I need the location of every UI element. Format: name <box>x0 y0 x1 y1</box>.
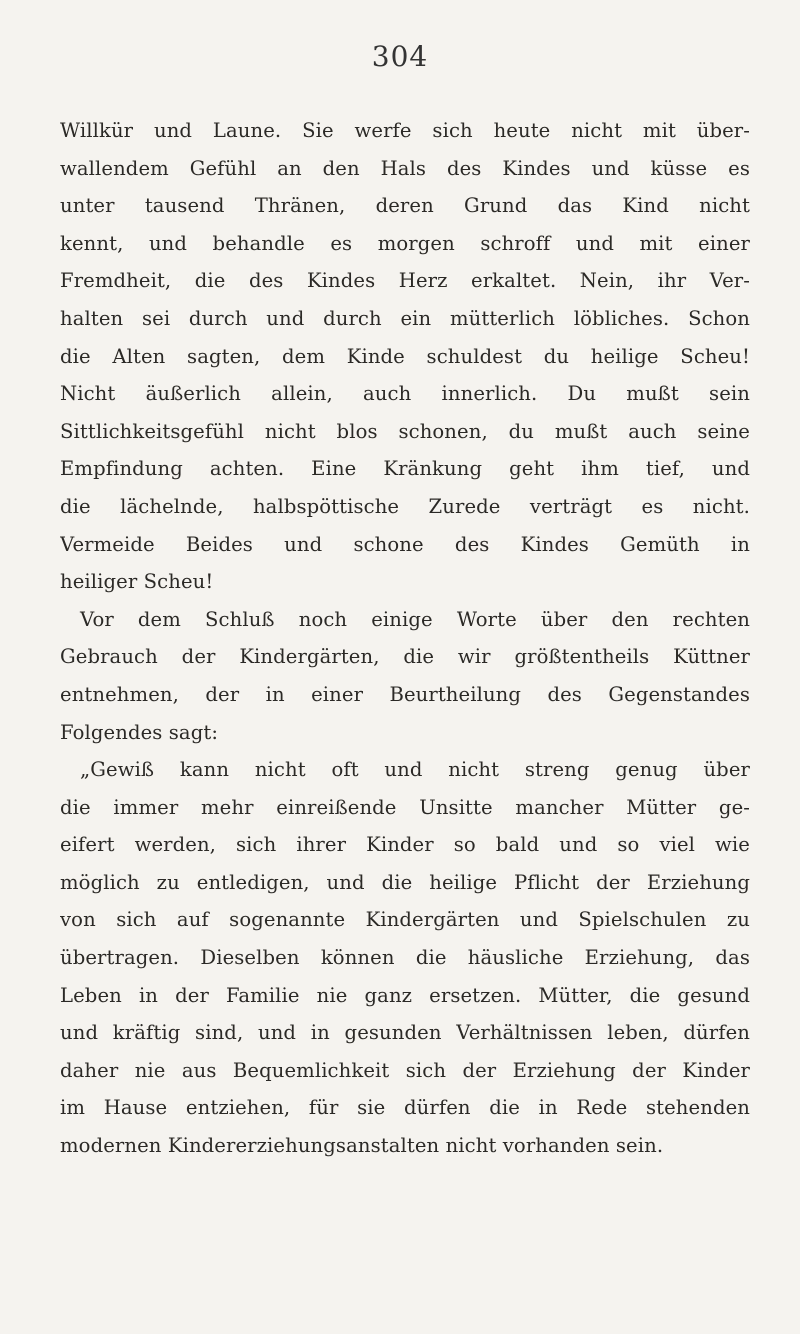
text-line: wallendem Gefühl an den Hals des Kindes und küsse es <box>60 156 750 180</box>
text-line: Empfindung achten. Eine Kränkung geht ihm tief, und <box>60 457 750 481</box>
text-line: kennt, und behandle es morgen schroff und mit einer <box>60 231 750 255</box>
body-text <box>60 112 750 1165</box>
text-line: Vermeide Beides und schone des Kindes Gemüth in <box>60 532 750 556</box>
page-number: 304 <box>371 40 429 73</box>
text-line: die immer mehr einreißende Unsitte mancher Mütter ge- <box>60 795 750 819</box>
text-line: die Alten sagten, dem Kinde schuldest du heilige Scheu! <box>60 344 750 368</box>
text-line: von sich auf sogenannte Kindergärten und Spielschulen zu <box>60 908 750 932</box>
text-line: Willkür und Laune. Sie werfe sich heute nicht mit über- <box>60 119 750 142</box>
text-line: Leben in der Familie nie ganz ersetzen. Mütter, die gesund <box>60 983 750 1007</box>
text-line: entnehmen, der in einer Beurtheilung des Gegenstandes <box>60 682 750 706</box>
text-line: eifert werden, sich ihrer Kinder so bald und so viel wie <box>60 833 750 857</box>
text-line: Vor dem Schluß noch einige Worte über den rechten <box>80 607 750 631</box>
text-line: Sittlichkeitsgefühl nicht blos schonen, du mußt auch seine <box>60 419 750 443</box>
text-line: und kräftig sind, und in gesunden Verhältnissen leben, dürfen <box>60 1021 750 1045</box>
text-line: Gebrauch der Kindergärten, die wir größtentheils Küttner <box>60 645 750 669</box>
text-line: daher nie aus Bequemlichkeit sich der Erziehung der Kinder <box>60 1058 750 1082</box>
text-line: übertragen. Dieselben können die häusliche Erziehung, das <box>60 946 750 970</box>
text-line: modernen Kindererziehungsanstalten nicht vorhanden sein. <box>60 1134 664 1158</box>
text-line: unter tausend Thränen, deren Grund das Kind nicht <box>60 194 750 218</box>
text-line: die lächelnde, halbspöttische Zurede verträgt es nicht. <box>60 494 750 518</box>
text-line: heiliger Scheu! <box>60 570 214 594</box>
text-line: möglich zu entledigen, und die heilige Pflicht der Erziehung <box>60 870 750 894</box>
text-line: Folgendes sagt: <box>60 720 219 744</box>
text-line: Nicht äußerlich allein, auch innerlich. Du mußt sein <box>60 382 750 406</box>
text-line: „Gewiß kann nicht oft und nicht streng genug über <box>80 758 750 782</box>
text-line: Fremdheit, die des Kindes Herz erkaltet. Nein, ihr Ver- <box>60 269 750 293</box>
text-line: im Hause entziehen, für sie dürfen die in Rede stehenden <box>60 1096 750 1120</box>
text-line: halten sei durch und durch ein mütterlich löbliches. Schon <box>60 306 750 330</box>
